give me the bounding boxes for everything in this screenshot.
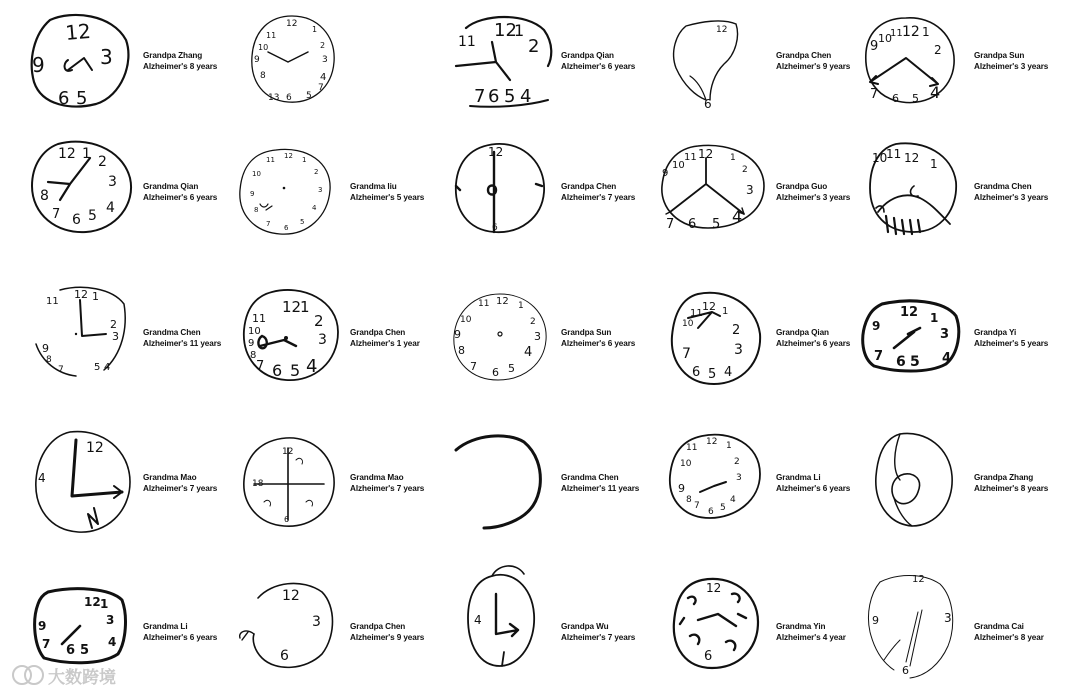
bigdata-logo-icon [10, 663, 46, 687]
patient-condition: Alzheimer's 3 years [974, 193, 1049, 202]
svg-text:1: 1 [930, 157, 938, 171]
patient-condition: Alzheimer's 7 years [561, 193, 636, 202]
svg-text:3: 3 [944, 611, 952, 625]
svg-text:12: 12 [706, 581, 722, 595]
patient-condition: Alzheimer's 11 years [561, 484, 640, 493]
svg-text:10: 10 [672, 160, 685, 171]
svg-text:6: 6 [492, 366, 499, 379]
patient-name: Grandpa Chen [776, 51, 832, 60]
clock-sketch [232, 578, 340, 672]
svg-text:7: 7 [52, 207, 61, 222]
svg-text:11: 11 [46, 296, 59, 307]
clock-sketch [668, 288, 764, 388]
clock-sketch [32, 282, 132, 382]
svg-text:2: 2 [742, 165, 748, 175]
svg-text:5: 5 [910, 354, 920, 370]
svg-text:12: 12 [900, 305, 919, 320]
patient-condition: Alzheimer's 6 years [561, 62, 636, 71]
patient-condition: Alzheimer's 5 years [974, 339, 1049, 348]
svg-text:7: 7 [58, 365, 64, 375]
svg-text:7: 7 [256, 359, 265, 374]
svg-text:7: 7 [870, 87, 879, 102]
svg-text:10: 10 [252, 170, 261, 178]
svg-text:5: 5 [508, 362, 515, 375]
svg-text:1: 1 [82, 146, 91, 162]
clock-sketch [870, 430, 960, 530]
clock-sketch [448, 290, 552, 384]
svg-text:9: 9 [678, 482, 685, 495]
patient-condition: Alzheimer's 9 years [776, 62, 851, 71]
svg-text:6: 6 [708, 507, 714, 517]
patient-name: Grandpa Sun [974, 51, 1025, 60]
svg-text:12: 12 [282, 588, 300, 604]
svg-text:12: 12 [702, 300, 716, 313]
patient-name: Grandpa Yi [974, 328, 1017, 337]
clock-sketch [30, 586, 128, 666]
svg-text:9: 9 [32, 53, 45, 77]
svg-text:12: 12 [496, 296, 509, 307]
svg-text:9: 9 [42, 342, 49, 355]
svg-text:12: 12 [912, 574, 925, 585]
patient-condition: Alzheimer's 6 years [561, 339, 636, 348]
svg-text:6: 6 [692, 365, 701, 380]
svg-text:2: 2 [528, 36, 540, 57]
svg-text:2: 2 [110, 318, 117, 331]
svg-text:6: 6 [902, 664, 909, 677]
clock-sketch [452, 140, 548, 236]
svg-text:3: 3 [108, 174, 117, 190]
svg-text:11: 11 [252, 312, 266, 325]
svg-text:2: 2 [98, 154, 107, 170]
svg-text:1: 1 [302, 156, 307, 164]
svg-text:6: 6 [286, 93, 292, 103]
svg-text:6: 6 [704, 97, 712, 111]
svg-text:1: 1 [518, 301, 524, 311]
svg-text:7: 7 [42, 637, 51, 651]
svg-text:10: 10 [460, 315, 472, 325]
svg-text:8: 8 [250, 350, 257, 361]
svg-text:11: 11 [266, 31, 277, 40]
svg-text:5: 5 [708, 367, 717, 382]
svg-text:8: 8 [40, 188, 49, 204]
svg-text:3: 3 [318, 186, 323, 194]
svg-text:7: 7 [682, 346, 691, 362]
svg-text:4: 4 [108, 635, 117, 649]
svg-text:8: 8 [46, 355, 52, 365]
svg-text:4: 4 [730, 495, 736, 505]
svg-text:7: 7 [874, 349, 884, 364]
svg-text:4: 4 [38, 471, 46, 485]
svg-text:11: 11 [886, 147, 902, 161]
svg-text:9: 9 [254, 55, 260, 65]
svg-text:3: 3 [534, 330, 541, 343]
patient-name: Grandma Chen [561, 473, 619, 482]
patient-name: Grandma liu [350, 182, 397, 191]
svg-text:6: 6 [72, 212, 81, 228]
patient-condition: Alzheimer's 11 years [143, 339, 222, 348]
patient-condition: Alzheimer's 8 years [143, 62, 218, 71]
patient-condition: Alzheimer's 9 years [350, 633, 425, 642]
svg-text:12: 12 [904, 151, 920, 165]
svg-text:9: 9 [250, 190, 255, 198]
svg-text:5: 5 [306, 91, 312, 101]
patient-name: Grandpa Chen [350, 622, 406, 631]
clock-sketch [862, 14, 958, 108]
svg-text:1: 1 [730, 153, 736, 163]
patient-name: Grandma Yin [776, 622, 826, 631]
svg-text:10: 10 [248, 326, 261, 337]
patient-name: Grandpa Chen [561, 182, 617, 191]
svg-text:10: 10 [878, 32, 892, 45]
svg-text:9: 9 [248, 338, 255, 349]
svg-text:4: 4 [306, 356, 318, 377]
svg-text:12: 12 [494, 20, 517, 41]
svg-text:1: 1 [726, 441, 732, 451]
patient-name: Grandpa Qian [561, 51, 614, 60]
svg-text:12: 12 [284, 152, 293, 160]
svg-text:6: 6 [896, 354, 906, 370]
svg-text:8: 8 [260, 71, 266, 81]
svg-text:8: 8 [458, 344, 465, 357]
svg-text:6: 6 [492, 223, 498, 233]
svg-text:9: 9 [38, 619, 47, 633]
svg-text:4: 4 [520, 86, 532, 107]
svg-text:5: 5 [76, 88, 88, 109]
svg-text:4: 4 [320, 72, 327, 83]
svg-text:7: 7 [474, 86, 486, 107]
svg-text:12: 12 [84, 595, 101, 609]
patient-condition: Alzheimer's 3 years [974, 62, 1049, 71]
svg-text:12: 12 [286, 19, 298, 29]
patient-name: Grandma Mao [143, 473, 197, 482]
patient-condition: Alzheimer's 6 years [143, 193, 218, 202]
patient-name: Grandma Mao [350, 473, 404, 482]
svg-text:9: 9 [872, 614, 879, 627]
svg-text:9: 9 [454, 328, 461, 341]
svg-text:1: 1 [312, 25, 318, 34]
svg-text:3: 3 [736, 473, 742, 483]
svg-text:6: 6 [280, 648, 289, 664]
svg-text:12: 12 [716, 25, 728, 35]
svg-text:10: 10 [682, 319, 694, 329]
svg-text:4: 4 [732, 207, 743, 226]
svg-text:12: 12 [282, 447, 294, 457]
patient-condition: Alzheimer's 3 years [776, 193, 851, 202]
svg-text:3: 3 [112, 330, 119, 343]
svg-text:5: 5 [720, 503, 726, 513]
patient-name: Grandma Chen [974, 182, 1032, 191]
patient-name: Grandma Qian [143, 182, 199, 191]
patient-condition: Alzheimer's 7 years [350, 484, 425, 493]
svg-text:11: 11 [266, 156, 275, 164]
svg-text:7: 7 [666, 217, 675, 232]
clock-sketch [22, 12, 134, 112]
svg-text:3: 3 [940, 327, 950, 342]
svg-text:10: 10 [680, 459, 692, 469]
svg-text:2: 2 [732, 323, 741, 338]
patient-condition: Alzheimer's 1 year [350, 339, 420, 348]
patient-condition: Alzheimer's 7 years [143, 484, 218, 493]
svg-text:4: 4 [474, 613, 482, 627]
patient-name: Grandpa Guo [776, 182, 828, 191]
svg-text:4: 4 [724, 365, 733, 380]
svg-text:12: 12 [706, 437, 718, 447]
clock-sketch [866, 140, 960, 236]
svg-text:4: 4 [312, 204, 317, 212]
svg-text:7: 7 [470, 360, 477, 373]
svg-text:11: 11 [684, 152, 697, 163]
svg-text:11: 11 [690, 308, 703, 319]
patient-condition: Alzheimer's 8 years [974, 484, 1049, 493]
svg-text:13: 13 [268, 93, 280, 103]
svg-text:10: 10 [872, 151, 888, 165]
clock-sketch [240, 434, 338, 530]
svg-text:6: 6 [892, 92, 899, 105]
svg-text:3: 3 [322, 55, 328, 65]
svg-text:8: 8 [254, 206, 259, 214]
patient-name: Grandpa Zhang [143, 51, 203, 60]
svg-text:10: 10 [258, 43, 269, 52]
svg-text:11: 11 [686, 443, 698, 453]
svg-text:2: 2 [934, 43, 942, 57]
clock-sketch [452, 14, 554, 106]
svg-text:5: 5 [300, 218, 305, 226]
svg-text:2: 2 [734, 457, 740, 467]
svg-text:2: 2 [314, 312, 324, 330]
svg-text:6: 6 [272, 361, 283, 380]
svg-text:1: 1 [722, 306, 729, 317]
patient-condition: Alzheimer's 6 years [776, 484, 851, 493]
svg-text:3: 3 [318, 332, 327, 348]
clock-sketch [668, 574, 764, 672]
patient-name: Grandpa Wu [561, 622, 609, 631]
patient-name: Grandpa Zhang [974, 473, 1034, 482]
clock-sketch [452, 430, 548, 530]
svg-text:1: 1 [930, 311, 939, 325]
svg-text:5: 5 [912, 92, 919, 105]
patient-condition: Alzheimer's 8 year [974, 633, 1044, 642]
svg-text:4: 4 [104, 362, 111, 373]
clock-sketch [658, 142, 768, 232]
svg-text:12: 12 [58, 146, 76, 162]
patient-name: Grandpa Qian [776, 328, 829, 337]
svg-text:6: 6 [284, 515, 290, 524]
svg-text:4: 4 [106, 200, 115, 216]
svg-text:5: 5 [504, 86, 516, 107]
patient-condition: Alzheimer's 7 years [561, 633, 636, 642]
svg-text:5: 5 [88, 208, 97, 224]
svg-text:4: 4 [942, 351, 952, 366]
clock-sketch [666, 16, 752, 110]
patient-name: Grandma Chen [143, 328, 201, 337]
svg-text:3: 3 [106, 613, 115, 627]
clock-sketch [462, 560, 538, 672]
patient-name: Grandpa Sun [561, 328, 612, 337]
clock-sketch [248, 14, 338, 106]
svg-text:1: 1 [922, 25, 930, 39]
svg-text:6: 6 [488, 86, 500, 107]
clock-sketch [238, 286, 342, 384]
svg-text:12: 12 [64, 18, 92, 45]
svg-text:8: 8 [686, 495, 692, 505]
svg-text:6: 6 [58, 88, 70, 109]
svg-text:3: 3 [312, 614, 321, 630]
svg-text:5: 5 [712, 217, 721, 232]
patient-name: Grandma Cai [974, 622, 1024, 631]
patient-condition: Alzheimer's 6 years [143, 633, 218, 642]
svg-text:5: 5 [290, 361, 301, 380]
svg-text:1: 1 [92, 290, 99, 303]
svg-text:11: 11 [458, 34, 476, 50]
svg-text:18: 18 [252, 479, 264, 489]
clock-sketch [666, 430, 766, 522]
clock-sketch [28, 138, 136, 236]
clock-sketch [860, 570, 960, 680]
svg-text:9: 9 [662, 168, 669, 179]
svg-text:2: 2 [320, 41, 326, 50]
svg-text:4: 4 [930, 83, 941, 102]
patient-name: Grandpa Chen [350, 328, 406, 337]
svg-text:2: 2 [314, 168, 319, 176]
patient-condition: Alzheimer's 6 years [776, 339, 851, 348]
patient-name: Grandma Li [143, 622, 188, 631]
svg-text:6: 6 [688, 217, 697, 232]
svg-text:6: 6 [284, 224, 289, 232]
patient-name: Grandma Li [776, 473, 821, 482]
svg-text:7: 7 [694, 501, 700, 511]
svg-text:3: 3 [100, 45, 113, 69]
svg-text:4: 4 [524, 345, 533, 360]
clock-sketch [858, 298, 962, 374]
svg-text:5: 5 [80, 643, 90, 658]
patient-condition: Alzheimer's 4 year [776, 633, 846, 642]
svg-text:2: 2 [530, 317, 536, 327]
patient-condition: Alzheimer's 5 years [350, 193, 425, 202]
svg-text:12: 12 [902, 24, 920, 40]
clock-sketch [236, 146, 336, 238]
svg-text:3: 3 [746, 183, 754, 197]
svg-text:1: 1 [300, 298, 310, 316]
svg-text:1: 1 [514, 21, 525, 40]
svg-text:9: 9 [870, 39, 879, 54]
svg-text:5: 5 [94, 362, 101, 373]
watermark [10, 662, 116, 688]
svg-text:12: 12 [698, 147, 714, 161]
svg-text:12: 12 [282, 298, 302, 316]
svg-text:1: 1 [100, 597, 109, 611]
svg-text:3: 3 [734, 342, 743, 358]
svg-text:6: 6 [704, 649, 713, 664]
svg-text:11: 11 [890, 28, 903, 39]
clock-sketch [30, 428, 136, 538]
watermark-text: 大数跨境 [48, 667, 116, 688]
svg-text:6: 6 [66, 643, 76, 658]
svg-text:12: 12 [86, 440, 104, 456]
svg-text:7: 7 [266, 220, 271, 228]
svg-text:12: 12 [488, 145, 504, 159]
svg-text:11: 11 [478, 299, 490, 309]
svg-text:7: 7 [318, 83, 324, 93]
svg-text:9: 9 [872, 319, 881, 333]
svg-text:12: 12 [74, 288, 88, 301]
